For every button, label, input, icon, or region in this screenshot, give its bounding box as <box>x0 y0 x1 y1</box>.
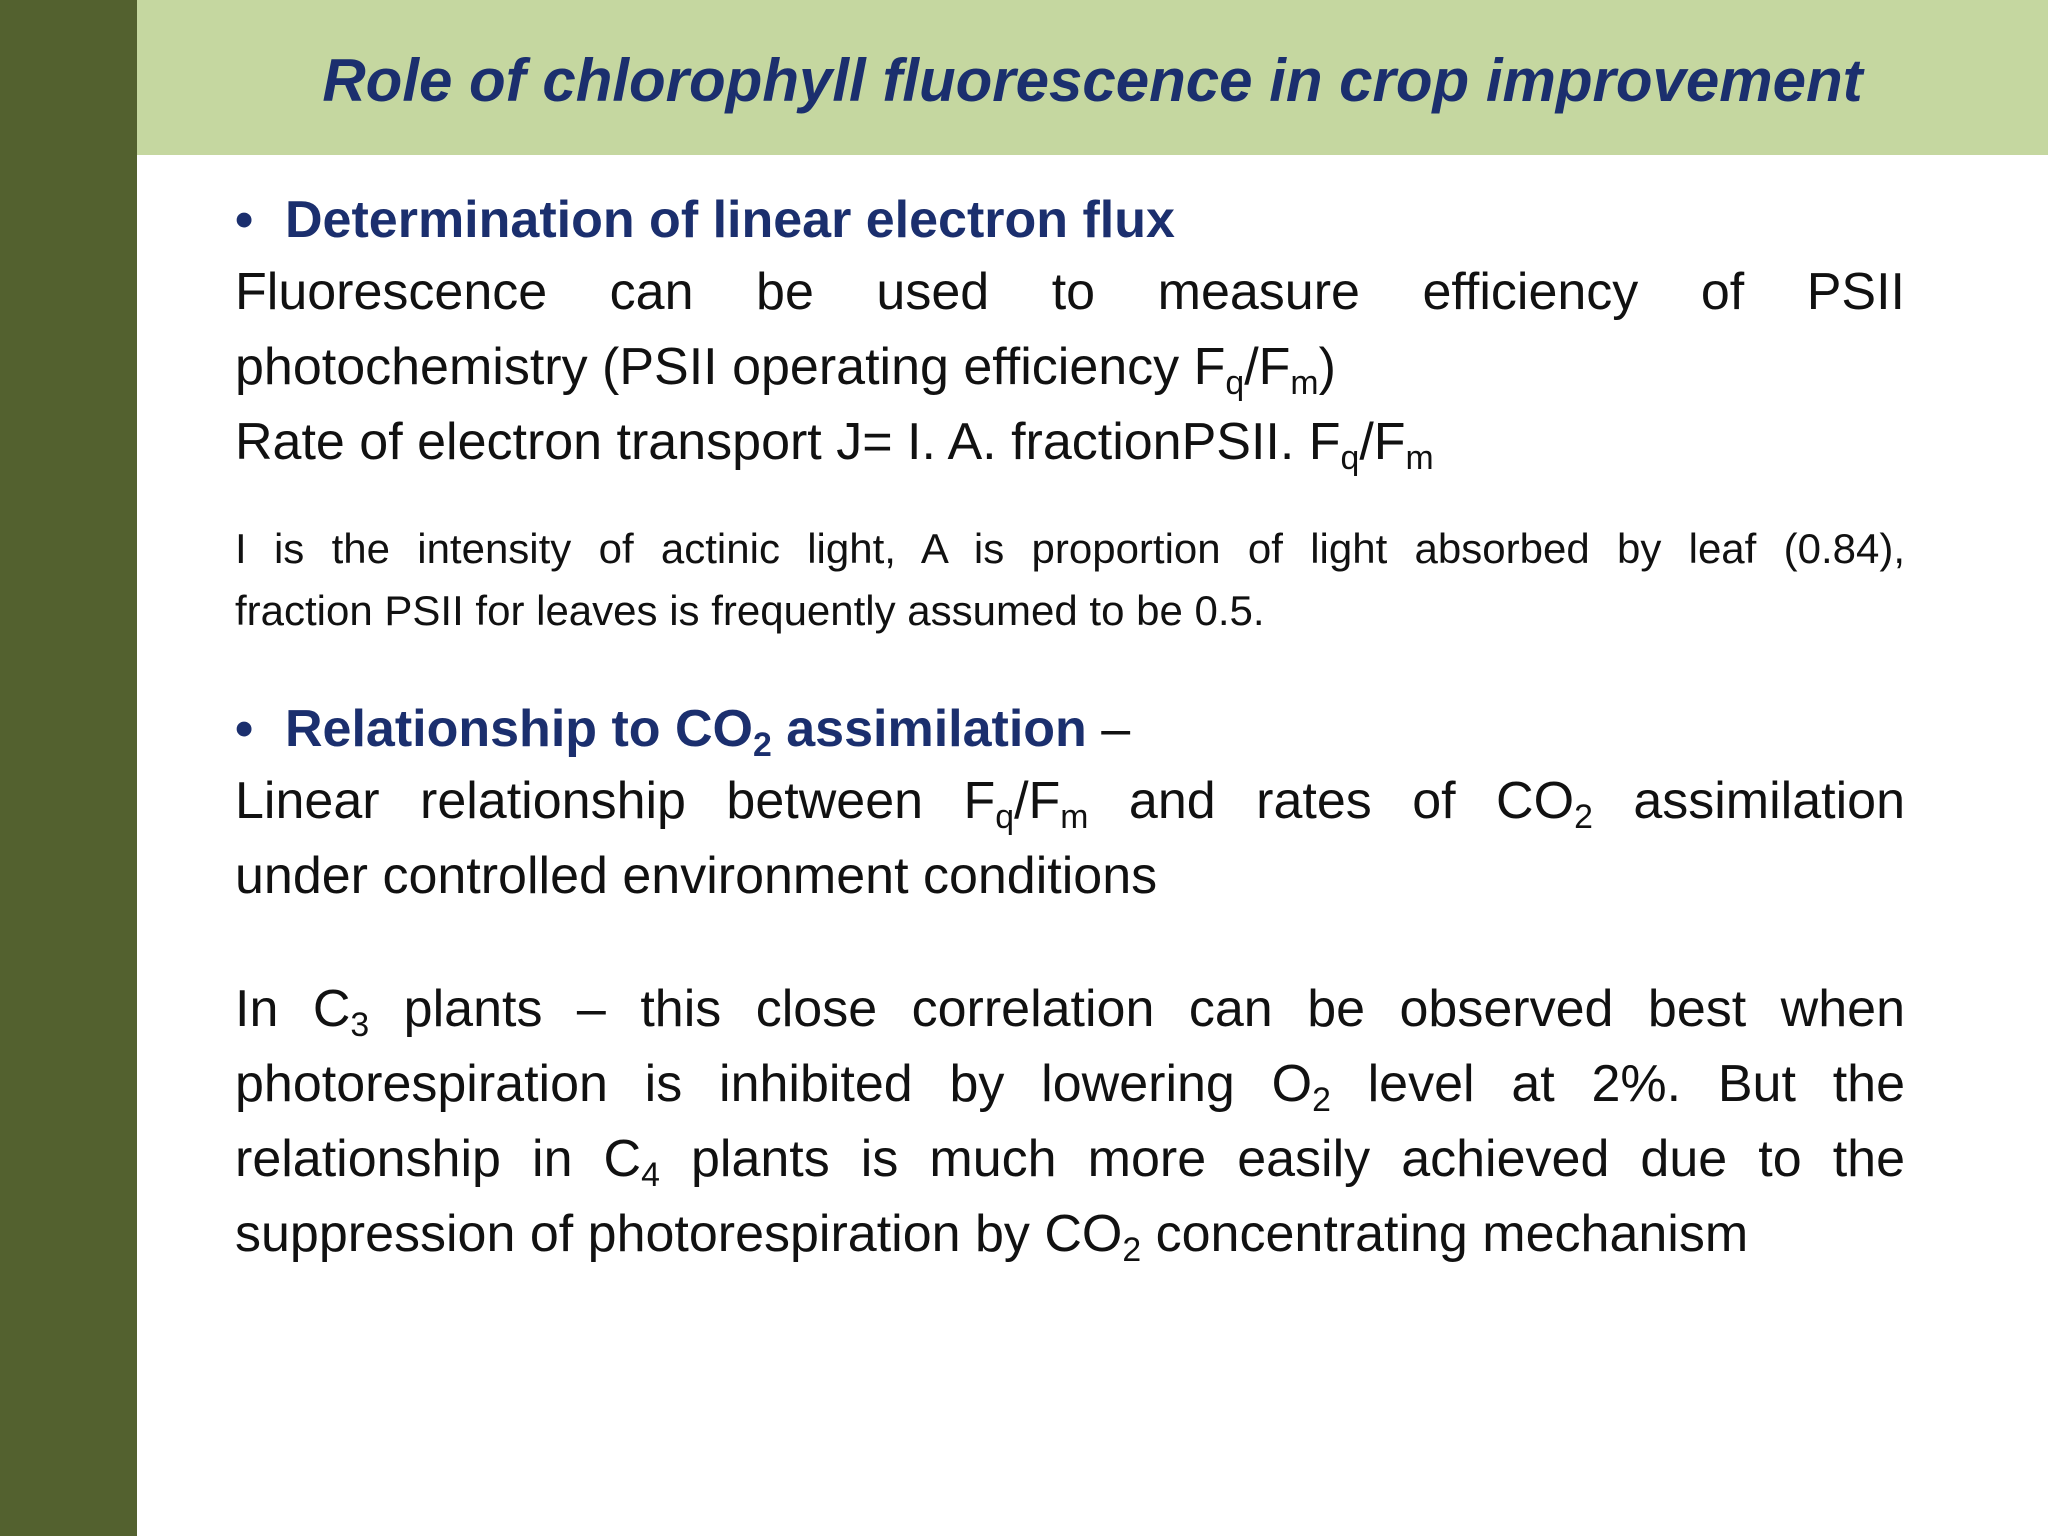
text-run: concentrating mechanism <box>1141 1205 1749 1263</box>
text-run: /F <box>1244 338 1291 396</box>
text-run: level at 2%. But the <box>1330 1055 1905 1113</box>
text-run: In C <box>235 980 351 1038</box>
text-line <box>235 764 1905 839</box>
subscript: q <box>1225 364 1245 403</box>
subscript: 3 <box>350 1006 370 1045</box>
text-run: suppression of photorespiration by CO <box>235 1205 1123 1263</box>
slide-content <box>235 185 1905 1272</box>
text-run: ) <box>1318 338 1336 396</box>
subscript: q <box>1340 439 1360 478</box>
text-run: photochemistry (PSII operating efficiency F <box>235 338 1226 396</box>
heading-text: Relationship to CO <box>285 700 753 758</box>
slide-title: Role of chlorophyll fluorescence in crop improvement <box>322 47 1863 114</box>
paragraph-linear-relationship <box>235 764 1905 914</box>
subscript: 2 <box>1312 1081 1331 1120</box>
text-line <box>235 1047 1905 1122</box>
text-run: /F <box>1359 413 1406 471</box>
text-line: under controlled environment conditions <box>235 847 1158 905</box>
subscript: 2 <box>1122 1231 1142 1270</box>
paragraph-c3-c4-plants <box>235 972 1905 1272</box>
text-run: /F <box>1014 772 1061 830</box>
text-run: plants – this close correlation can be observed best when <box>369 980 1905 1038</box>
subscript: m <box>1405 439 1434 478</box>
text-run: Rate of electron transport J= I. A. fractionPSII. F <box>235 413 1341 471</box>
bullet-icon: • <box>235 191 254 249</box>
text-line <box>235 1197 1905 1272</box>
text-line <box>235 1122 1905 1197</box>
subscript: 2 <box>1574 798 1593 837</box>
text-line <box>235 972 1905 1047</box>
subscript: 2 <box>753 726 772 765</box>
text-run: relationship in C <box>235 1130 642 1188</box>
subscript: 4 <box>641 1156 660 1195</box>
text-line: Fluorescence can be used to measure efficiency of PSII <box>235 263 1905 321</box>
subscript: m <box>1060 798 1089 837</box>
text-run: assimilation <box>1592 772 1905 830</box>
heading-text: Determination of linear electron flux <box>285 191 1175 249</box>
heading-text: assimilation <box>771 700 1087 758</box>
text-run: photorespiration is inhibited by lowering O <box>235 1055 1313 1113</box>
text-line <box>235 330 1905 405</box>
left-accent-bar <box>0 0 137 1536</box>
note-line: fraction PSII for leaves is frequently assumed to be 0.5. <box>235 587 1265 634</box>
section-heading-linear-electron-flux <box>235 185 1905 255</box>
text-run: Linear relationship between F <box>235 772 996 830</box>
subscript: q <box>995 798 1015 837</box>
note-line: I is the intensity of actinic light, A is proportion of light absorbed by leaf (0.84), <box>235 525 1905 572</box>
heading-dash: – <box>1086 700 1131 758</box>
paragraph-fluorescence <box>235 255 1905 480</box>
bullet-icon: • <box>235 700 254 758</box>
subscript: m <box>1290 364 1319 403</box>
text-line-rate-equation <box>235 405 1905 480</box>
section-heading-co2-assimilation <box>235 694 1905 764</box>
note-paragraph <box>235 518 1905 642</box>
text-run: and rates of CO <box>1088 772 1575 830</box>
text-run: plants is much more easily achieved due to the <box>659 1130 1905 1188</box>
